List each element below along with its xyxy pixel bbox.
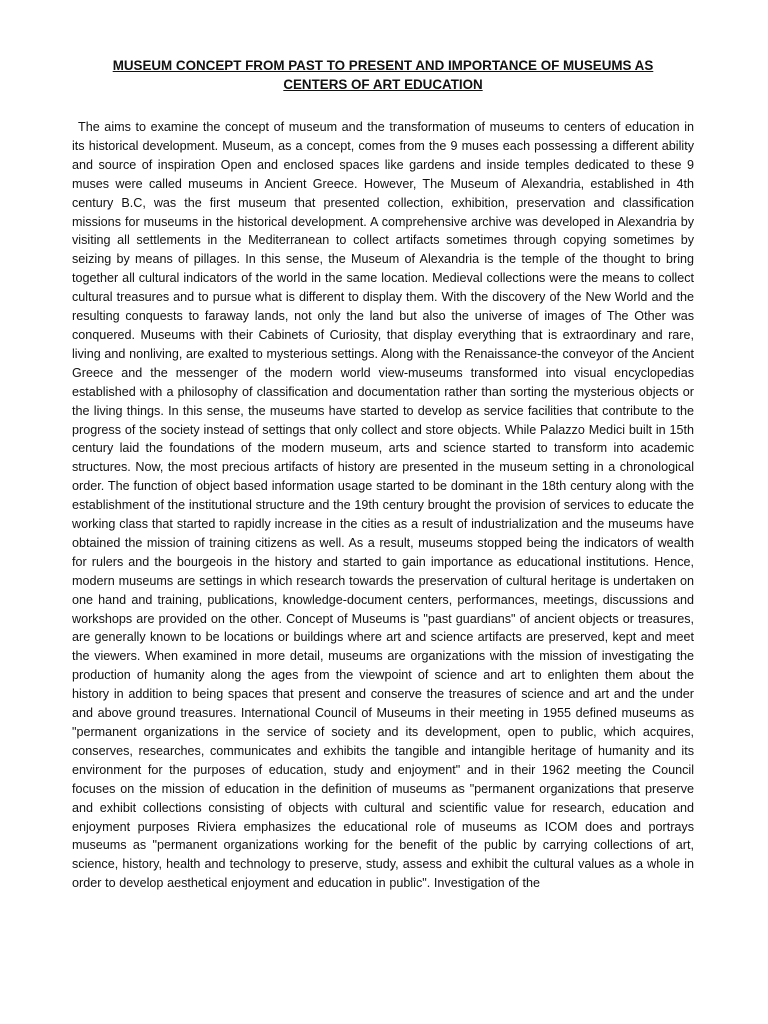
title-line-1: MUSEUM CONCEPT FROM PAST TO PRESENT AND IMPORTANCE OF MUSEUMS AS <box>112 58 654 73</box>
title-line-2: CENTERS OF ART EDUCATION <box>283 77 483 92</box>
document-title <box>72 56 694 94</box>
body-paragraph: The aims to examine the concept of museum and the transformation of museums to centers of education in its historical development. Museum, as a concept, comes from the 9 muses each possessing a different ability and source of inspiration Open and enclosed spaces like gardens and inside temples dedicated to these 9 muses were called museums in Ancient Greece. However, The Museum of Alexandria, established in 4th century B.C, was the first museum that presented collection, exhibition, preservation and classification missions for museums in the historical development. A comprehensive archive was developed in Alexandria by visiting all settlements in the Mediterranean to collect artifacts sometimes through copying sometimes by seizing by means of pillages. In this sense, the Museum of Alexandria is the temple of the thought to bring together all cultural indicators of the world in the same location. Medieval collections were the means to collect cultural treasures and to pursue what is different to display them. With the discovery of the New World and the resulting conquests to faraway lands, not only the land but also the universe of images of The Other was conquered. Museums with their Cabinets of Curiosity, that display everything that is extraordinary and rare, living and nonliving, are exalted to mysterious settings. Along with the Renaissance-the conveyor of the Ancient Greece and the messenger of the modern world view-museums transformed into visual encyclopedias established with a philosophy of classification and documentation rather than sorting the mysterious objects or the living things. In this sense, the museums have started to develop as service facilities that contribute to the progress of the society instead of settings that only collect and store objects. While Palazzo Medici built in 15th century laid the foundations of the modern museum, arts and science started to transform into academic structures. Now, the most precious artifacts of history are presented in the museum setting in a chronological order. The function of object based information usage started to be dominant in the 18th century along with the establishment of the institutional structure and the 19th century brought the provision of services to educate the working class that started to rapidly increase in the cities as a result of industrialization and the museums have obtained the mission of training citizens as well. As a result, museums stopped being the indicators of wealth for rulers and the bourgeois in the history and started to gain importance as educational institutions. Hence, modern museums are settings in which research towards the preservation of cultural heritage is undertaken on one hand and training, publications, knowledge-document centers, performances, meetings, discussions and workshops are provided on the other. Concept of Museums is "past guardians" of ancient objects or treasures, are generally known to be locations or buildings where art and science artifacts are preserved, kept and meet the viewers. When examined in more detail, museums are organizations with the mission of investigating the production of humanity along the ages from the viewpoint of science and art to enlighten them about the history in addition to being spaces that present and conserve the treasures of science and art and the under and above ground treasures. International Council of Museums in their meeting in 1955 defined museums as "permanent organizations in the service of society and its development, open to public, which acquires, conserves, researches, communicates and exhibits the tangible and intangible heritage of humanity and its environment for the purposes of education, study and enjoyment" and in their 1962 meeting the Council focuses on the mission of education in the definition of museums as "permanent organizations that preserve and exhibit collections consisting of objects with cultural and scientific value for research, education and enjoyment purposes Riviera emphasizes the educational role of museums as ICOM does and portrays museums as "permanent organizations working for the benefit of the public by carrying collections of art, science, history, health and technology to preserve, study, assess and exhibit the cultural values as a whole in order to develop aesthetical enjoyment and education in public". Investigation of the <box>72 120 694 891</box>
